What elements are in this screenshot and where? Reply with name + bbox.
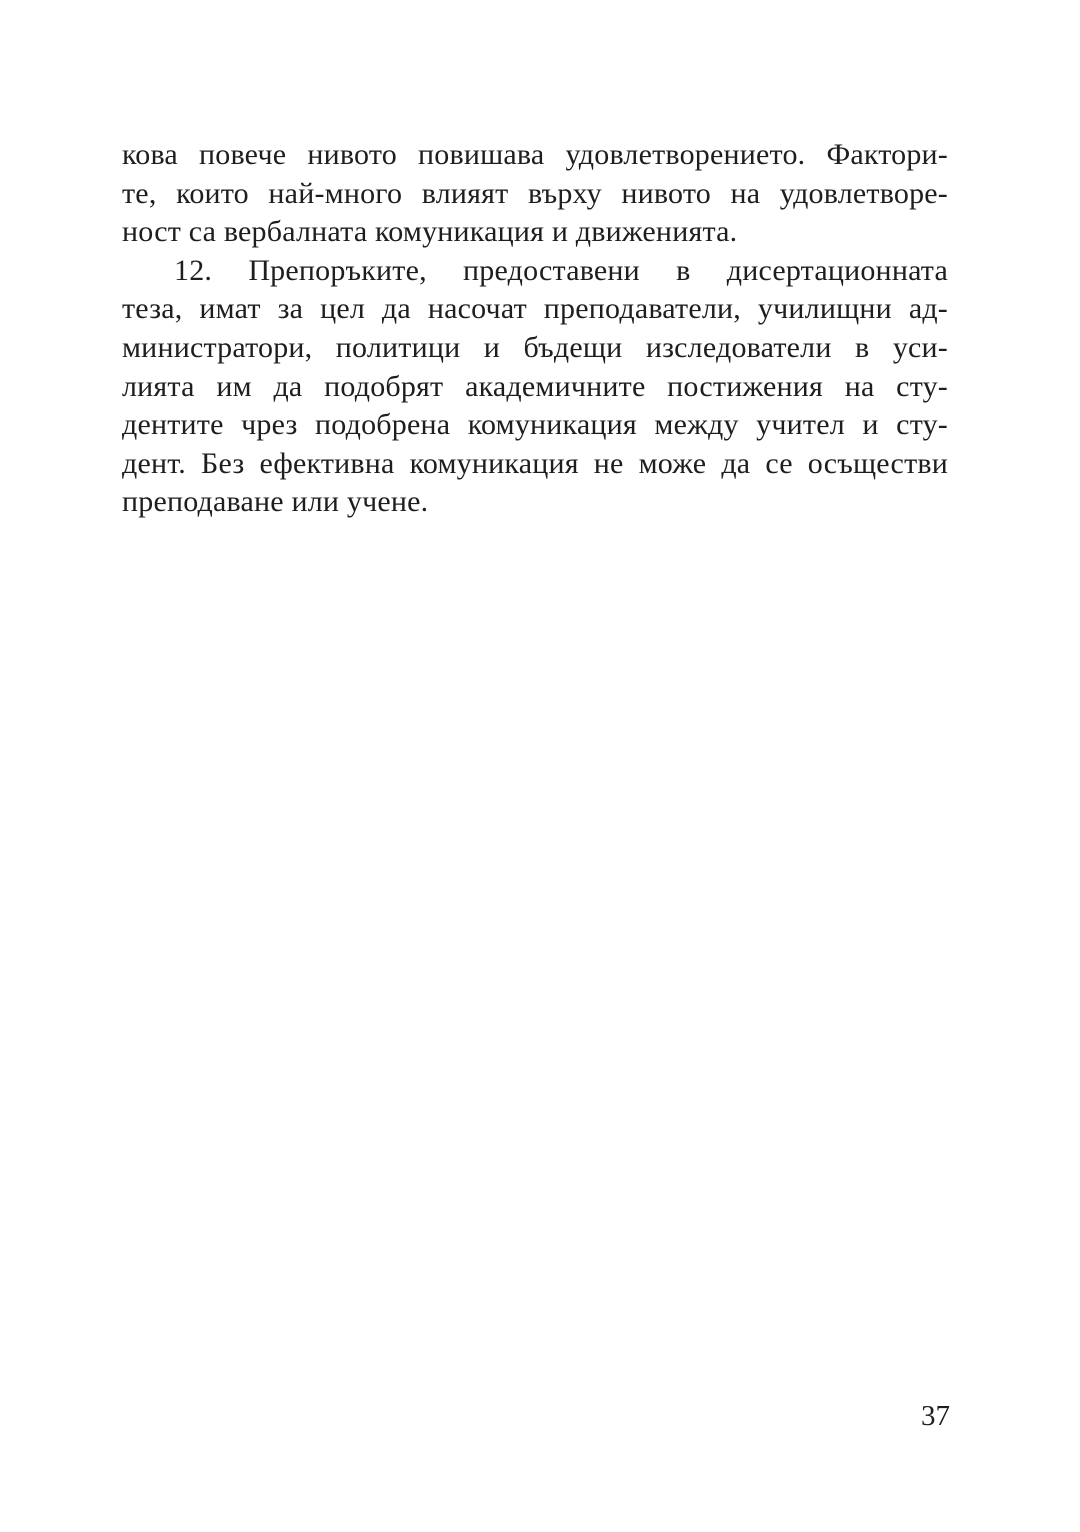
body-text: [122, 136, 948, 522]
text-line: 12. Препоръките, предоставени в дисертационната: [174, 253, 948, 287]
text-line: дент. Без ефективна комуникация не може да се осъществи: [122, 446, 948, 480]
text-line: кова повече нивото повишава удовлетворението. Фактори-: [122, 138, 948, 171]
page-number: 37: [921, 1400, 950, 1432]
paragraph: [122, 252, 948, 522]
text-line: дентите чрез подобрена комуникация между учител и сту-: [122, 408, 948, 442]
paragraph: [122, 136, 948, 252]
text-line: ност са вербалната комуникация и движенията.: [122, 215, 738, 249]
text-line: те, които най-много влияят върху нивото на удовлетворе-: [122, 176, 948, 210]
text-line: преподаване или учене.: [122, 485, 429, 519]
text-line: теза, имат за цел да насочат преподаватели, училищни ад-: [122, 292, 948, 326]
text-line: министратори, политици и бъдещи изследователи в уси-: [122, 330, 948, 364]
text-line: лията им да подобрят академичните постижения на сту-: [122, 369, 948, 403]
